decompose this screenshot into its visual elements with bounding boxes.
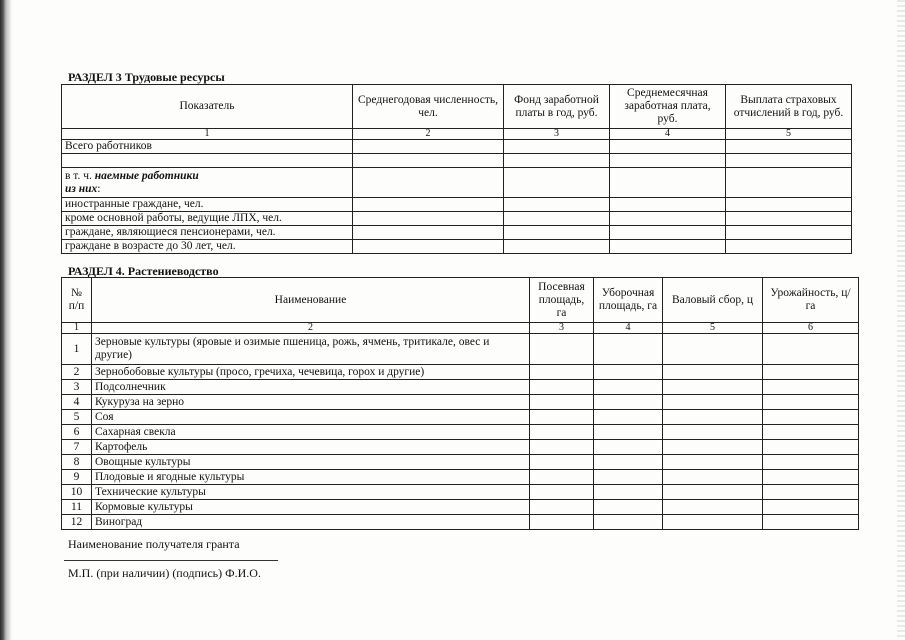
crop-name: Сахарная свекла: [92, 425, 530, 440]
cell-input[interactable]: [353, 198, 504, 212]
cell-input[interactable]: [594, 470, 663, 485]
crop-row: [62, 365, 859, 380]
crop-row: [62, 410, 859, 425]
crop-number: 12: [62, 515, 92, 530]
header-number: № п/п: [62, 278, 92, 323]
cell-input[interactable]: [530, 395, 594, 410]
col-number: 3: [504, 129, 610, 140]
crop-production-table: [61, 277, 859, 530]
crop-row: [62, 440, 859, 455]
crop-name: Подсолнечник: [92, 380, 530, 395]
header-wage-fund: Фонд заработной платы в год, руб.: [504, 85, 610, 129]
col-number: 5: [663, 323, 763, 334]
cell-input[interactable]: [594, 485, 663, 500]
cell-input[interactable]: [530, 485, 594, 500]
cell-input[interactable]: [610, 240, 726, 254]
labor-col-numbers-row: [62, 129, 852, 140]
signature-label: М.П. (при наличии) (подпись) Ф.И.О.: [68, 566, 261, 580]
col-number: 4: [594, 323, 663, 334]
cell-input[interactable]: [594, 395, 663, 410]
cell-input[interactable]: [663, 425, 763, 440]
cell-input[interactable]: [594, 455, 663, 470]
cell-input[interactable]: [663, 455, 763, 470]
col-number: 5: [726, 129, 852, 140]
crop-number: 6: [62, 425, 92, 440]
crop-name: Зерновые культуры (яровые и озимые пшеница, рожь, ячмень, тритикале, овес и другие): [92, 334, 530, 365]
cell-input[interactable]: [763, 485, 859, 500]
cell-input[interactable]: [504, 198, 610, 212]
cell-input[interactable]: [530, 455, 594, 470]
cell-input[interactable]: [530, 500, 594, 515]
cell-input[interactable]: [763, 515, 859, 530]
cell-input[interactable]: [610, 198, 726, 212]
crop-row: [62, 515, 859, 530]
cell-input[interactable]: [504, 140, 610, 154]
cell-input[interactable]: [610, 168, 726, 198]
cell-input[interactable]: [610, 154, 726, 168]
crop-number: 7: [62, 440, 92, 455]
header-harvested-area: Уборочная площадь, га: [594, 278, 663, 323]
crop-number: 10: [62, 485, 92, 500]
cell-input[interactable]: [663, 410, 763, 425]
col-number: 6: [763, 323, 859, 334]
cell-input[interactable]: [530, 380, 594, 395]
cell-input[interactable]: [594, 334, 663, 365]
row-label-pensioners: граждане, являющиеся пенсионерами, чел.: [62, 226, 353, 240]
crops-header-row: [62, 278, 859, 323]
crop-number: 2: [62, 365, 92, 380]
labor-row-lph: [62, 212, 852, 226]
header-avg-monthly-wage: Среднемесячная заработная плата, руб.: [610, 85, 726, 129]
cell-input[interactable]: [530, 425, 594, 440]
cell-input[interactable]: [763, 334, 859, 365]
cell-input[interactable]: [353, 240, 504, 254]
crop-name: Плодовые и ягодные культуры: [92, 470, 530, 485]
crop-name: Технические культуры: [92, 485, 530, 500]
crop-name: Зернобобовые культуры (просо, гречиха, чечевица, горох и другие): [92, 365, 530, 380]
cell-input[interactable]: [353, 140, 504, 154]
cell-input[interactable]: [663, 485, 763, 500]
cell-input[interactable]: [763, 500, 859, 515]
crop-number: 11: [62, 500, 92, 515]
crop-name: Картофель: [92, 440, 530, 455]
cell-input[interactable]: [530, 515, 594, 530]
hired-label: наемные работники: [94, 169, 199, 182]
header-gross-yield: Валовый сбор, ц: [663, 278, 763, 323]
cell-input[interactable]: [726, 226, 852, 240]
cell-input[interactable]: [504, 154, 610, 168]
cell-input[interactable]: [610, 140, 726, 154]
recipient-underline: [64, 560, 278, 561]
crop-row: [62, 395, 859, 410]
col-number: 3: [530, 323, 594, 334]
crop-row: [62, 500, 859, 515]
cell-input[interactable]: [763, 440, 859, 455]
cell-input[interactable]: [663, 500, 763, 515]
cell-input[interactable]: [530, 470, 594, 485]
header-name: Наименование: [92, 278, 530, 323]
cell-input[interactable]: [663, 470, 763, 485]
col-number: 1: [62, 323, 92, 334]
of-them-label: из них: [65, 182, 98, 195]
crop-row: [62, 470, 859, 485]
cell-input[interactable]: [353, 154, 504, 168]
cell-input[interactable]: [763, 455, 859, 470]
crop-row: [62, 380, 859, 395]
crop-number: 4: [62, 395, 92, 410]
crop-name: Виноград: [92, 515, 530, 530]
row-label-total-workers: Всего работников: [62, 140, 353, 154]
cell-input[interactable]: [530, 440, 594, 455]
cell-input[interactable]: [726, 240, 852, 254]
cell-input[interactable]: [610, 226, 726, 240]
labor-row-foreign: [62, 198, 852, 212]
header-indicator: Показатель: [62, 85, 353, 129]
scan-right-edge: [897, 0, 905, 640]
crop-name: Соя: [92, 410, 530, 425]
cell-input[interactable]: [504, 240, 610, 254]
crop-number: 5: [62, 410, 92, 425]
crops-col-numbers-row: [62, 323, 859, 334]
labor-row-total: [62, 140, 852, 154]
row-label-foreign: иностранные граждане, чел.: [62, 198, 353, 212]
cell-input[interactable]: [594, 380, 663, 395]
cell-input[interactable]: [530, 334, 594, 365]
crop-name: Кормовые культуры: [92, 500, 530, 515]
crop-row: [62, 455, 859, 470]
cell-input[interactable]: [594, 425, 663, 440]
crop-number: 9: [62, 470, 92, 485]
col-number: 2: [92, 323, 530, 334]
cell-input[interactable]: [530, 410, 594, 425]
cell-input[interactable]: [763, 425, 859, 440]
recipient-name-label: Наименование получателя гранта: [68, 537, 240, 551]
header-avg-headcount: Среднегодовая численность, чел.: [353, 85, 504, 129]
cell-input[interactable]: [763, 470, 859, 485]
cell-input[interactable]: [726, 168, 852, 198]
cell-input[interactable]: [726, 140, 852, 154]
cell-input[interactable]: [504, 168, 610, 198]
cell-input[interactable]: [530, 365, 594, 380]
scan-left-edge: [0, 0, 12, 640]
col-number: 2: [353, 129, 504, 140]
col-number: 4: [610, 129, 726, 140]
labor-row-blank: [62, 154, 852, 168]
crop-row: [62, 425, 859, 440]
labor-resources-table: [61, 84, 852, 254]
labor-row-under30: [62, 240, 852, 254]
labor-header-row: [62, 85, 852, 129]
cell-input[interactable]: [726, 198, 852, 212]
cell-input[interactable]: [663, 334, 763, 365]
header-sown-area: Посевная площадь, га: [530, 278, 594, 323]
cell-input[interactable]: [763, 380, 859, 395]
cell-input[interactable]: [504, 212, 610, 226]
labor-row-hired: [62, 168, 852, 198]
crop-row: [62, 485, 859, 500]
cell-input[interactable]: [763, 365, 859, 380]
colon: :: [97, 182, 101, 195]
labor-row-pensioners: [62, 226, 852, 240]
crop-number: 8: [62, 455, 92, 470]
crop-number: 1: [62, 334, 92, 365]
cell-input[interactable]: [610, 212, 726, 226]
header-insurance-payments: Выплата страховых отчислений в год, руб.: [726, 85, 852, 129]
incl-prefix: в т. ч.: [65, 169, 92, 182]
cell-input[interactable]: [353, 168, 504, 198]
header-productivity: Урожайность, ц/га: [763, 278, 859, 323]
cell-input[interactable]: [726, 154, 852, 168]
cell-input[interactable]: [594, 365, 663, 380]
cell-input[interactable]: [353, 212, 504, 226]
section3-title: РАЗДЕЛ 3 Трудовые ресурсы: [68, 70, 225, 84]
blank-cell: [62, 154, 353, 168]
cell-input[interactable]: [763, 410, 859, 425]
cell-input[interactable]: [353, 226, 504, 240]
cell-input[interactable]: [663, 440, 763, 455]
cell-input[interactable]: [594, 500, 663, 515]
crop-name: Кукуруза на зерно: [92, 395, 530, 410]
crop-name: Овощные культуры: [92, 455, 530, 470]
row-label-hired-workers: [62, 168, 353, 198]
row-label-under30: граждане в возрасте до 30 лет, чел.: [62, 240, 353, 254]
cell-input[interactable]: [594, 410, 663, 425]
crop-number: 3: [62, 380, 92, 395]
cell-input[interactable]: [663, 365, 763, 380]
section4-title: РАЗДЕЛ 4. Растениеводство: [68, 264, 219, 278]
col-number: 1: [62, 129, 353, 140]
cell-input[interactable]: [504, 226, 610, 240]
cell-input[interactable]: [663, 515, 763, 530]
cell-input[interactable]: [594, 515, 663, 530]
cell-input[interactable]: [663, 380, 763, 395]
cell-input[interactable]: [763, 395, 859, 410]
row-label-lph: кроме основной работы, ведущие ЛПХ, чел.: [62, 212, 353, 226]
cell-input[interactable]: [726, 212, 852, 226]
cell-input[interactable]: [663, 395, 763, 410]
crop-row: [62, 334, 859, 365]
cell-input[interactable]: [594, 440, 663, 455]
